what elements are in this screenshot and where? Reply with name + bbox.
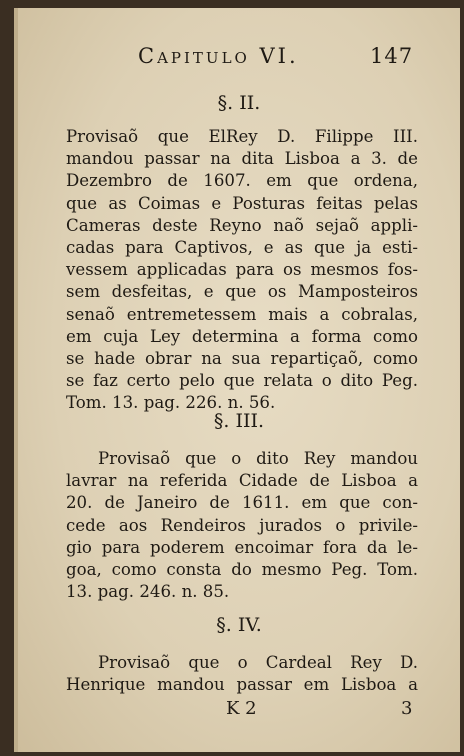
section-heading: §. II. <box>217 92 261 114</box>
text-line: em cuja Ley determina a forma como <box>66 326 418 346</box>
text-line: 13. pag. 246. n. 85. <box>66 582 230 602</box>
signature-mark: K 2 <box>226 698 257 719</box>
text-line: Provisaõ que o Cardeal Rey D. <box>98 653 418 672</box>
text-line: 20. de Janeiro de 1611. em que con- <box>66 493 418 513</box>
text-line: sem desfeitas, e que os Mamposteiros <box>66 282 418 302</box>
text-line: mandou passar na dita Lisboa a 3. de <box>66 149 418 169</box>
text-line: cede aos Rendeiros jurados o privile- <box>66 515 418 535</box>
section-paragraph <box>66 126 418 415</box>
book-page <box>14 8 460 752</box>
text-line: Cameras deste Reyno naõ sejaõ appli- <box>66 215 418 235</box>
section-heading: §. IV. <box>216 614 262 636</box>
text-line: Dezembro de 1607. em que ordena, <box>66 171 418 191</box>
text-line: vessem applicadas para os mesmos fos- <box>66 260 418 280</box>
page-number: 147 <box>370 44 414 68</box>
page-footer <box>18 698 460 722</box>
text-line: goa, como consta do mesmo Peg. Tom. <box>66 560 418 580</box>
text-line: cadas para Captivos, e as que ja esti- <box>66 238 418 258</box>
chapter-title: Capitulo VI. <box>138 44 299 68</box>
running-header <box>18 44 460 74</box>
text-line: Provisaõ que ElRey D. Filippe III. <box>66 127 418 146</box>
section-paragraph <box>66 652 418 696</box>
sheet-number: 3 <box>401 698 413 719</box>
text-line: senaõ entremetessem mais a cobralas, <box>66 304 418 324</box>
text-line: lavrar na referida Cidade de Lisboa a <box>66 471 418 491</box>
text-line: gio para poderem encoimar fora da le- <box>66 537 418 557</box>
section-heading: §. III. <box>213 410 265 432</box>
text-line: se hade obrar na sua repartiçaõ, como <box>66 349 418 369</box>
text-line: Tom. 13. pag. 226. n. 56. <box>66 393 276 413</box>
text-line: Henrique mandou passar em Lisboa a <box>66 675 418 695</box>
text-line: que as Coimas e Posturas feitas pelas <box>66 193 418 213</box>
section-paragraph <box>66 448 418 603</box>
text-line: se faz certo pelo que relata o dito Peg. <box>66 371 418 391</box>
text-line: Provisaõ que o dito Rey mandou <box>98 449 418 468</box>
